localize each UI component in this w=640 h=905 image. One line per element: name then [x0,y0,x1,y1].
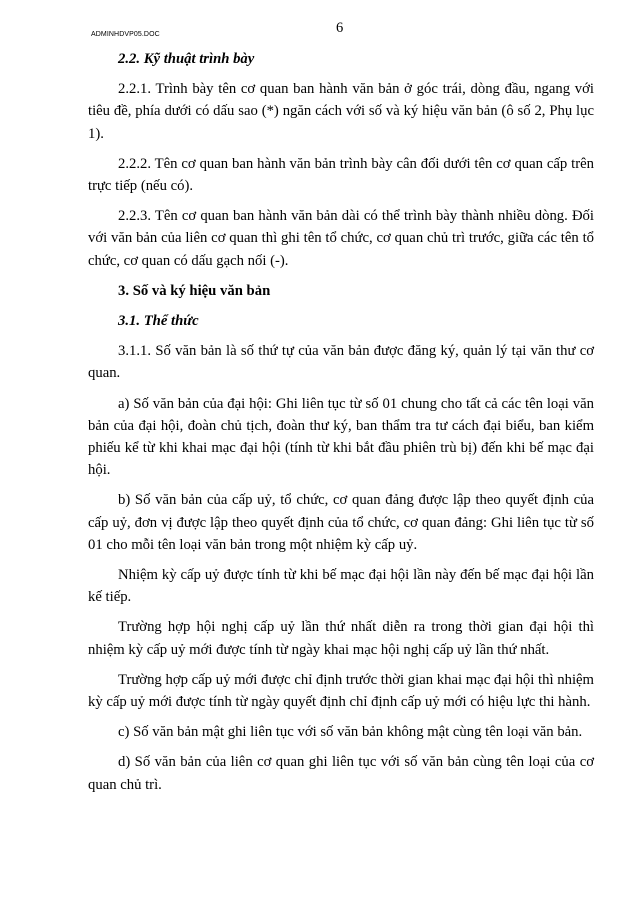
paragraph-b: b) Số văn bản của cấp uỷ, tổ chức, cơ quan đảng được lập theo quyết định của cấp uỷ, đơn vị được lập theo quyết định của tổ chức, cơ quan đảng: Ghi liên tục từ số 01 cho mỗi tên loại văn bản trong một nhiệm kỳ cấp uỷ. [88,492,594,553]
paragraph-2-2-1: 2.2.1. Trình bày tên cơ quan ban hành văn bản ở góc trái, dòng đầu, ngang với tiêu đề, phía dưới có dấu sao (*) ngăn cách với số và ký hiệu văn bản (ô số 2, Phụ lục 1). [88,81,594,142]
page-number: 6 [336,20,344,36]
paragraph-case-2: Trường hợp cấp uỷ mới được chỉ định trước thời gian khai mạc đại hội thì nhiệm kỳ cấp uỷ mới được tính từ ngày quyết định chỉ định cấp uỷ mới có hiệu lực thi hành. [88,671,594,711]
paragraph-c: c) Số văn bản mật ghi liên tục với số văn bản không mật cùng tên loại văn bản. [118,724,583,741]
paragraph-term: Nhiệm kỳ cấp uỷ được tính từ khi bế mạc đại hội lần này đến bế mạc đại hội lần kế tiếp. [88,567,594,606]
section-heading-3-1: 3.1. Thể thức [118,313,199,330]
paragraph-case-1: Trường hợp hội nghị cấp uỷ lần thứ nhất diễn ra trong thời gian đại hội thì nhiệm kỳ cấp uỷ mới được tính từ ngày khai mạc hội nghị cấp uỷ lần thứ nhất. [88,619,594,658]
paragraph-d: d) Số văn bản của liên cơ quan ghi liên tục với số văn bản cùng tên loại của cơ quan chủ trì. [88,754,594,793]
paragraph-3-1-1: 3.1.1. Số văn bản là số thứ tự của văn bản được đăng ký, quản lý tại văn thư cơ quan. [88,343,594,382]
section-heading-2-2: 2.2. Kỹ thuật trình bày [118,51,255,67]
paragraph-2-2-3: 2.2.3. Tên cơ quan ban hành văn bản dài có thể trình bày thành nhiều dòng. Đối với văn bản của liên cơ quan thì ghi tên tổ chức, cơ quan chủ trì trước, giữa các tên tổ chức, cơ quan có dấu gạch nối (-). [88,208,594,269]
paragraph-a: a) Số văn bản của đại hội: Ghi liên tục từ số 01 chung cho tất cả các tên loại văn bản của đại hội, đoàn chủ tịch, đoàn thư ký, ban thẩm tra tư cách đại biểu, ban kiểm phiếu kể từ khi khai mạc đại hội (tính từ khi bắt đầu phiên trù bị) đến khi bế mạc đại hội. [88,395,594,479]
document-body [88,48,594,796]
document-file-name: ADMINHDVP05.DOC [91,31,160,38]
section-heading-3: 3. Số và ký hiệu văn bản [118,282,271,299]
paragraph-2-2-2: 2.2.2. Tên cơ quan ban hành văn bản trình bày cân đối dưới tên cơ quan cấp trên trực tiếp (nếu có). [88,155,594,195]
